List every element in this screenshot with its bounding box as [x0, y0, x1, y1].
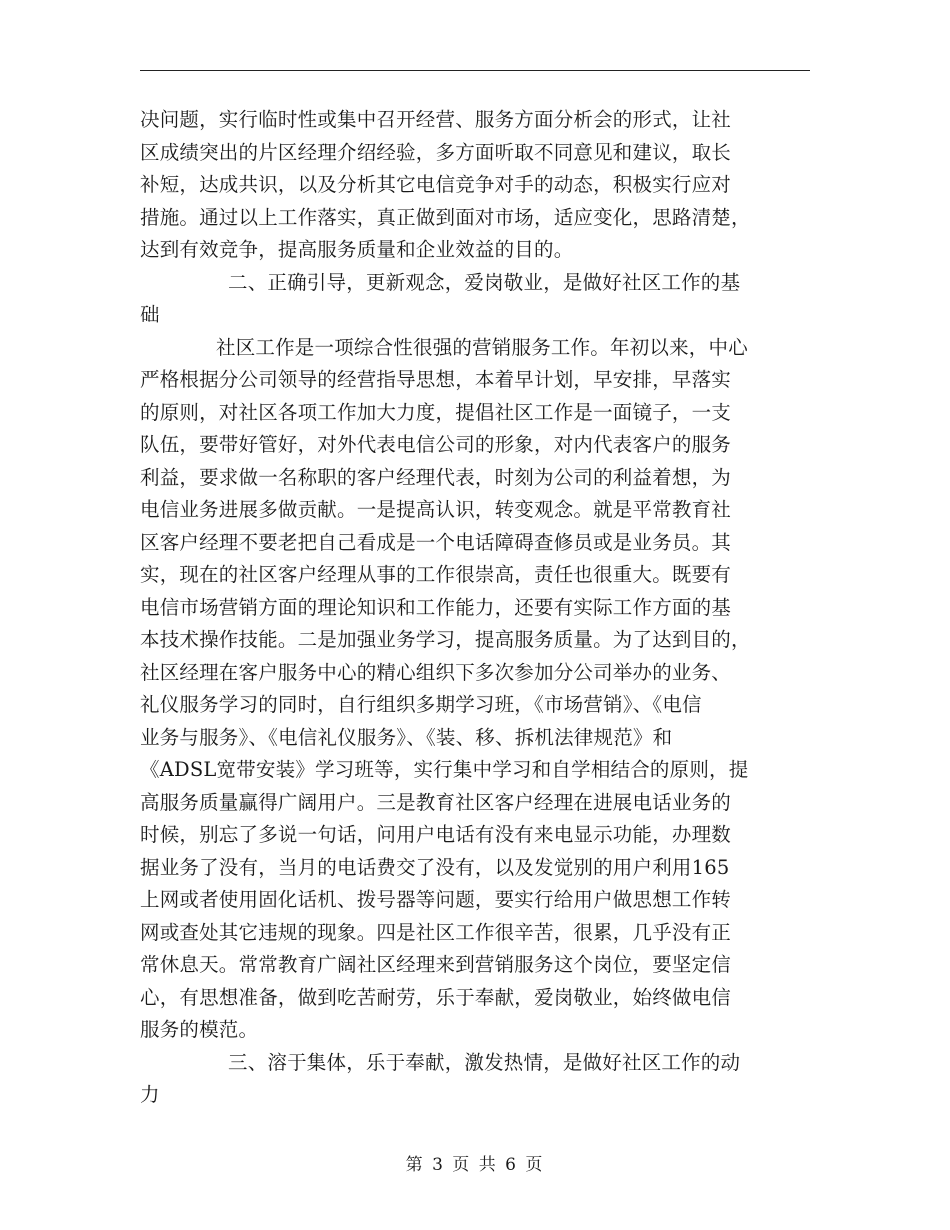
- text-line: 高服务质量赢得广阔用户。三是教育社区客户经理在进展电话业务的: [140, 790, 732, 814]
- text-line: 达到有效竞争，提高服务质量和企业效益的目的。: [140, 238, 574, 261]
- header-rule: [140, 70, 810, 71]
- text-line: 电信业务进展多做贡献。一是提高认识，转变观念。就是平常教育社: [140, 498, 732, 521]
- text-line: 区成绩突出的片区经理介绍经验，多方面听取不同意见和建议，取长: [140, 140, 732, 164]
- text-line: 本技术操作技能。二是加强业务学习，提高服务质量。为了达到目的，: [140, 628, 751, 651]
- section-heading-continued: 力: [140, 1083, 160, 1106]
- page-number-footer: 第 3 页 共 6 页: [405, 1155, 545, 1175]
- text-line: 实，现在的社区客户经理从事的工作很崇高，责任也很重大。既要有: [140, 563, 732, 586]
- text-line: 社区经理在客户服务中心的精心组织下多次参加分公司举办的业务、: [140, 660, 732, 684]
- text-line: 决问题，实行临时性或集中召开经营、服务方面分析会的形式，让社: [140, 108, 732, 131]
- text-line: 服务的模范。: [140, 1018, 259, 1041]
- text-line: 措施。通过以上工作落实，真正做到面对市场，适应变化，思路清楚，: [140, 205, 751, 229]
- text-line: 心，有思想准备，做到吃苦耐劳，乐于奉献，爱岗敬业，始终做电信: [140, 985, 732, 1009]
- section-heading: 三、溶于集体，乐于奉献，激发热情，是做好社区工作的动: [228, 1050, 741, 1074]
- text-line: 礼仪服务学习的同时，自行组织多期学习班，《市场营销》、《电信: [140, 693, 702, 716]
- section-heading: 二、正确引导，更新观念，爱岗敬业，是做好社区工作的基: [228, 270, 741, 294]
- text-line: 严格根据分公司领导的经营指导思想，本着早计划，早安排，早落实: [140, 368, 732, 391]
- text-line: 据业务了没有，当月的电话费交了没有，以及发觉别的用户利用165: [140, 855, 730, 879]
- text-line: 时候，别忘了多说一句话，问用户电话有没有来电显示功能，办理数: [140, 823, 732, 846]
- body-text: [140, 104, 812, 1112]
- text-line: 《ADSL宽带安装》学习班等，实行集中学习和自学相结合的原则，提: [140, 758, 749, 781]
- text-line: 常休息天。常常教育广阔社区经理来到营销服务这个岗位，要坚定信: [140, 953, 732, 976]
- text-line: 区客户经理不要老把自己看成是一个电话障碍查修员或是业务员。其: [140, 530, 732, 554]
- text-line: 的原则，对社区各项工作加大力度，提倡社区工作是一面镜子，一支: [140, 400, 732, 424]
- text-line: 补短，达成共识，以及分析其它电信竞争对手的动态，积极实行应对: [140, 173, 732, 196]
- text-line: 利益，要求做一名称职的客户经理代表，时刻为公司的利益着想，为: [140, 465, 732, 489]
- paragraph-start: 社区工作是一项综合性很强的营销服务工作。年初以来，中心: [216, 335, 748, 359]
- text-line: 队伍，要带好管好，对外代表电信公司的形象，对内代表客户的服务: [140, 433, 732, 456]
- text-line: 业务与服务》、《电信礼仪服务》、《装、移、拆机法律规范》和: [140, 725, 673, 749]
- text-line: 网或查处其它违规的现象。四是社区工作很辛苦，很累，几乎没有正: [140, 920, 732, 944]
- text-line: 电信市场营销方面的理论知识和工作能力，还要有实际工作方面的基: [140, 595, 732, 619]
- text-line: 上网或者使用固化话机、拨号器等问题，要实行给用户做思想工作转: [140, 888, 732, 911]
- section-heading-continued: 础: [140, 303, 160, 326]
